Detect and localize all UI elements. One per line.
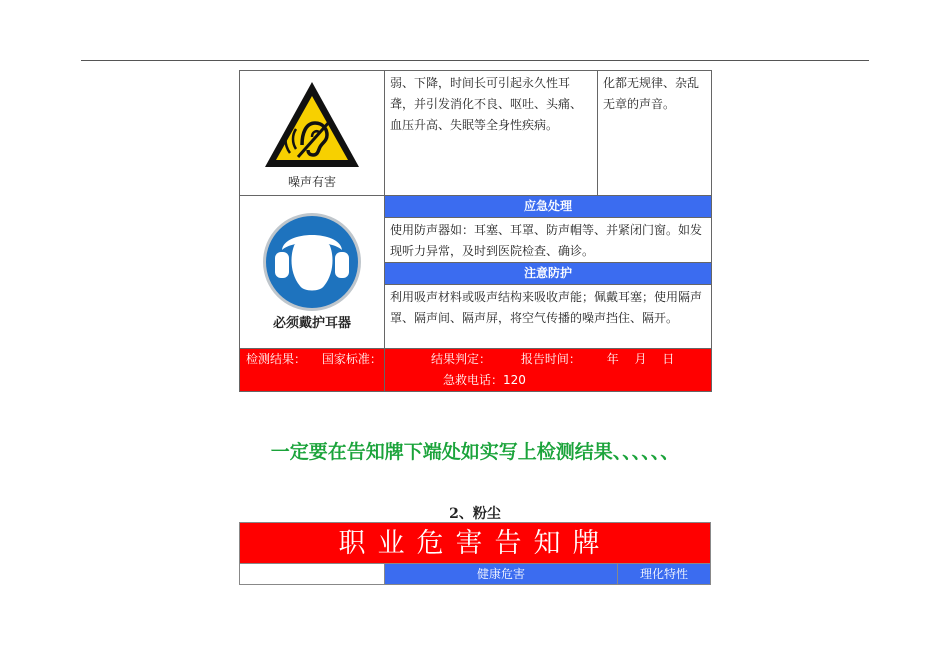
- protection-text: 利用吸声材料或吸声结构来吸收声能；佩戴耳塞；使用隔声罩、隔声间、隔声屏，将空气传播的噪声挡住、隔开。: [390, 290, 703, 325]
- result-footer-bar: [240, 349, 712, 392]
- properties-text: 化都无规律、杂乱无章的声音。: [603, 76, 700, 111]
- dust-card-header-row: [239, 564, 711, 585]
- footer-right: [385, 349, 712, 392]
- section-heading-dust: 2、粉尘: [449, 506, 501, 522]
- year-label: 年: [606, 352, 619, 366]
- detect-result-label: 检测结果：: [246, 352, 307, 366]
- judgement-label: 结果判定：: [431, 352, 492, 366]
- dust-health-header: 健康危害: [385, 564, 618, 584]
- ppe-sign-caption: 必须戴护耳器: [272, 316, 351, 331]
- report-time-label: 报告时间：: [520, 352, 581, 366]
- noise-sign-cell: [240, 71, 385, 196]
- dust-card-title: 职业危害告知牌: [239, 522, 711, 564]
- emergency-header: 应急处理: [385, 196, 712, 218]
- instruction-note: 一定要在告知牌下端处如实写上检测结果、、、、、、: [270, 441, 680, 463]
- ppe-sign-cell: [240, 196, 385, 349]
- day-label: 日: [662, 352, 675, 366]
- emergency-phone-label: 急救电话：120: [443, 373, 526, 387]
- properties-cell: [598, 71, 712, 196]
- header-rule: [81, 60, 869, 61]
- dust-properties-header: 理化特性: [618, 564, 710, 584]
- dust-sign-header-cell: [240, 564, 385, 584]
- footer-left: [240, 349, 385, 392]
- noise-sign-caption: 噪声有害: [287, 175, 336, 189]
- national-standard-label: 国家标准：: [321, 352, 382, 366]
- emergency-text: 使用防声器如：耳塞、耳罩、防声帽等、并紧闭门窗。如发现听力异常，及时到医院检查、确诊。: [390, 223, 703, 258]
- emergency-cell: [385, 218, 712, 263]
- health-hazard-text: 弱、下降，时间长可引起永久性耳聋，并引发消化不良、呕吐、头痛、血压升高、失眠等全身性疾病。: [390, 76, 583, 132]
- dust-hazard-card: [239, 522, 711, 585]
- month-label: 月: [634, 352, 647, 366]
- protection-cell: [385, 285, 712, 349]
- ear-protection-icon: [262, 212, 362, 312]
- health-hazard-cell: [385, 71, 598, 196]
- noise-hazard-card: [239, 70, 712, 392]
- protection-header: 注意防护: [385, 263, 712, 285]
- noise-warning-icon: [262, 79, 362, 171]
